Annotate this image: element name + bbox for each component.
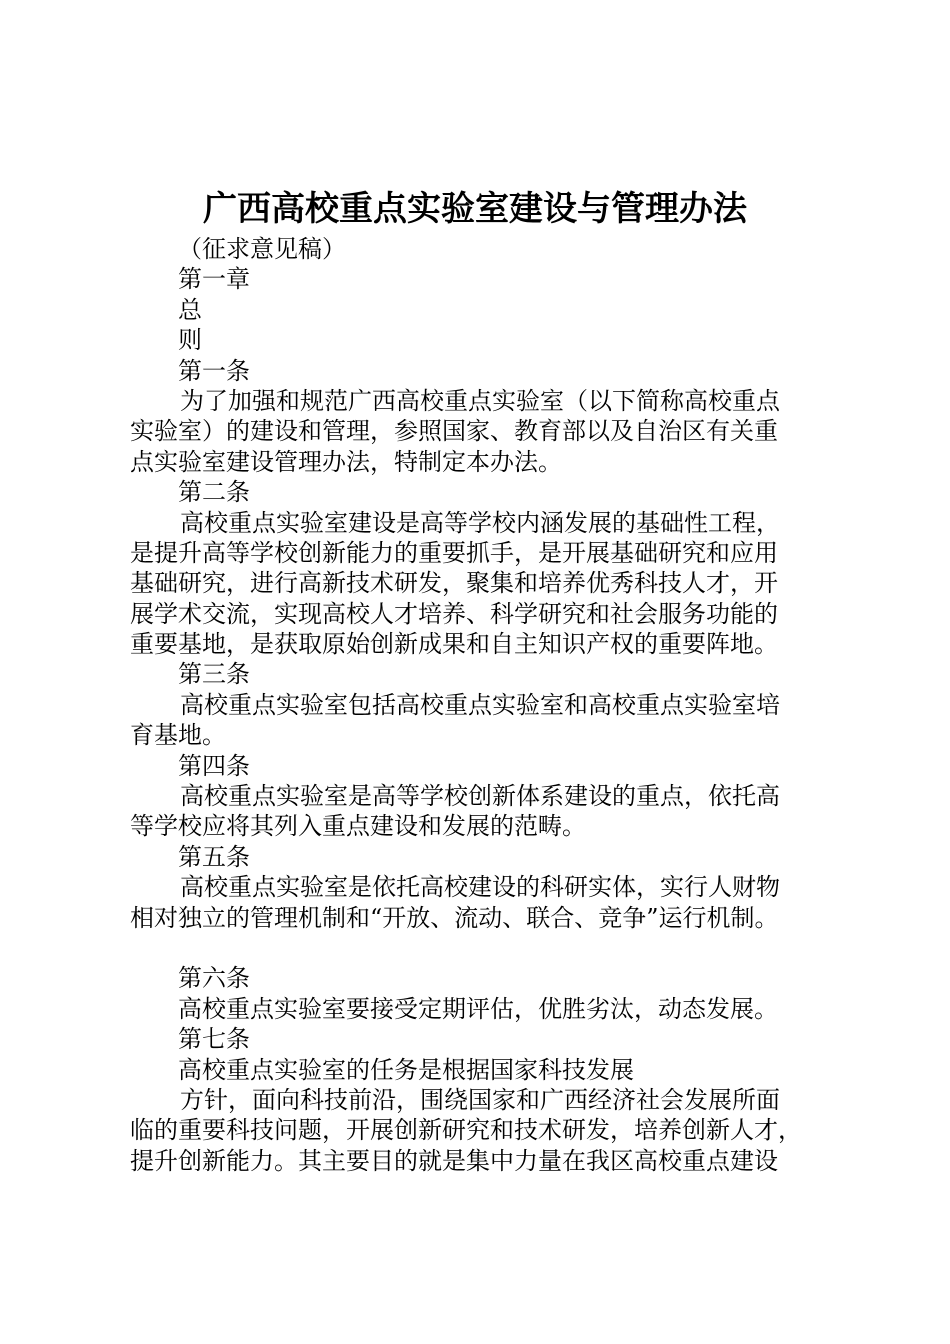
chapter-title-part: 总 xyxy=(178,295,202,324)
paragraph-line: 重要基地，是获取原始创新成果和自主知识产权的重要阵地。 xyxy=(130,630,778,659)
paragraph-line: 高校重点实验室包括高校重点实验室和高校重点实验室培 xyxy=(180,690,780,719)
paragraph-line: 方针，面向科技前沿，围绕国家和广西经济社会发展所面 xyxy=(180,1085,780,1114)
paragraph-line: 高校重点实验室要接受定期评估，优胜劣汰，动态发展。 xyxy=(178,994,778,1023)
chapter-heading: 第一章 xyxy=(178,265,250,294)
paragraph-line: 展学术交流，实现高校人才培养、科学研究和社会服务功能的 xyxy=(130,599,778,628)
paragraph-line: 相对独立的管理机制和“开放、流动、联合、竞争”运行机制。 xyxy=(130,903,779,932)
article-heading: 第六条 xyxy=(178,964,250,993)
paragraph-line: 高校重点实验室是高等学校创新体系建设的重点，依托高 xyxy=(180,782,780,811)
article-heading: 第一条 xyxy=(178,356,250,385)
paragraph-line: 基础研究，进行高新技术研发，聚集和培养优秀科技人才，开 xyxy=(130,569,778,598)
paragraph-line: 高校重点实验室的任务是根据国家科技发展 xyxy=(178,1055,634,1084)
paragraph-line: 是提升高等学校创新能力的重要抓手，是开展基础研究和应用 xyxy=(130,538,778,567)
article-heading: 第五条 xyxy=(178,842,250,871)
paragraph-line: 等学校应将其列入重点建设和发展的范畴。 xyxy=(130,812,586,841)
draft-note: （征求意见稿） xyxy=(178,235,346,263)
paragraph-line: 高校重点实验室建设是高等学校内涵发展的基础性工程， xyxy=(180,508,780,537)
paragraph-line: 实验室）的建设和管理，参照国家、教育部以及自治区有关重 xyxy=(130,417,778,446)
paragraph-line: 临的重要科技问题，开展创新研究和技术研发，培养创新人才， xyxy=(130,1116,802,1145)
paragraph-line: 点实验室建设管理办法，特制定本办法。 xyxy=(130,447,562,476)
article-heading: 第七条 xyxy=(178,1025,250,1054)
blank-line xyxy=(130,933,830,963)
article-heading: 第四条 xyxy=(178,751,250,780)
chapter-title-part: 则 xyxy=(178,326,202,355)
paragraph-line: 高校重点实验室是依托高校建设的科研实体，实行人财物 xyxy=(180,873,780,902)
document-title: 广西高校重点实验室建设与管理办法 xyxy=(203,189,747,229)
paragraph-line: 提升创新能力。其主要目的就是集中力量在我区高校重点建设 xyxy=(130,1146,778,1175)
paragraph-line: 为了加强和规范广西高校重点实验室（以下简称高校重点 xyxy=(180,386,780,415)
article-heading: 第三条 xyxy=(178,660,250,689)
document-body xyxy=(130,234,830,1176)
article-heading: 第二条 xyxy=(178,478,250,507)
paragraph-line: 育基地。 xyxy=(130,721,226,750)
